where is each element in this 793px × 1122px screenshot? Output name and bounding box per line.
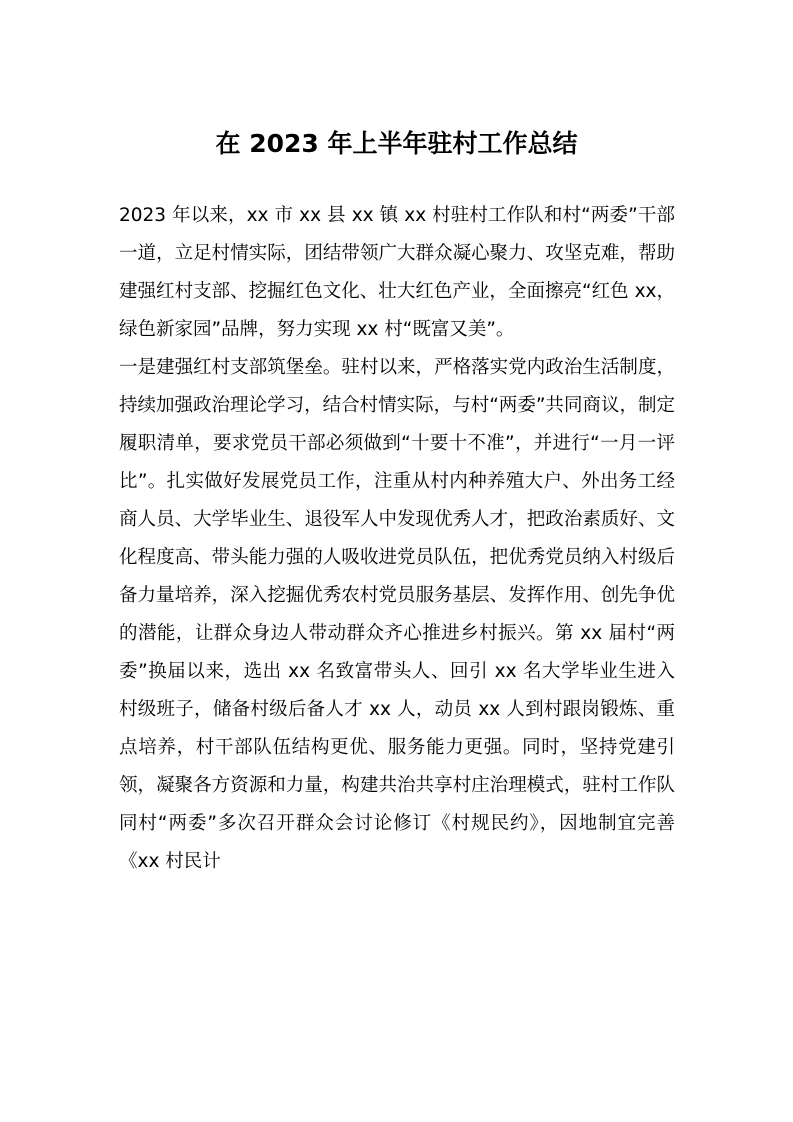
section-one-paragraph: 一是建强红村支部筑堡垒。驻村以来，严格落实党内政治生活制度，持续加强政治理论学习，结合村情实际，与村“两委”共同商议，制定履职清单，要求党员干部必须做到“十要十不准”，并进行“一月一评比”。扎实做好发展党员工作，注重从村内种养殖大户、外出务工经商人员、大学毕业生、退役军人中发现优秀人才，把政治素质好、文化程度高、带头能力强的人吸收进党员队伍，把优秀党员纳入村级后备力量培养，深入挖掘优秀农村党员服务基层、发挥作用、创先争优的潜能，让群众身边人带动群众齐心推进乡村振兴。第 xx 届村“两委”换届以来，选出 xx 名致富带头人、回引 xx 名大学毕业生进入村级班子，储备村级后备人才 xx 人，动员 xx 人到村跟岗锻炼、重点培养，村干部队伍结构更优、服务能力更强。同时，坚持党建引领，凝聚各方资源和力量，构建共治共享村庄治理模式，驻村工作队同村“两委”多次召开群众会讨论修订《村规民约》，因地制宜完善《xx 村民计 bbox=[119, 357, 675, 872]
document-title: 在 2023 年上半年驻村工作总结 bbox=[215, 129, 578, 158]
intro-paragraph: 2023 年以来，xx 市 xx 县 xx 镇 xx 村驻村工作队和村“两委”干部一道，立足村情实际，团结带领广大群众凝心聚力、攻坚克难，帮助建强红村支部、挖掘红色文化、壮大红色产业，全面擦亮“红色 xx，绿色新家园”品牌，努力实现 xx 村“既富又美”。 bbox=[119, 205, 675, 340]
document-body bbox=[119, 197, 675, 881]
